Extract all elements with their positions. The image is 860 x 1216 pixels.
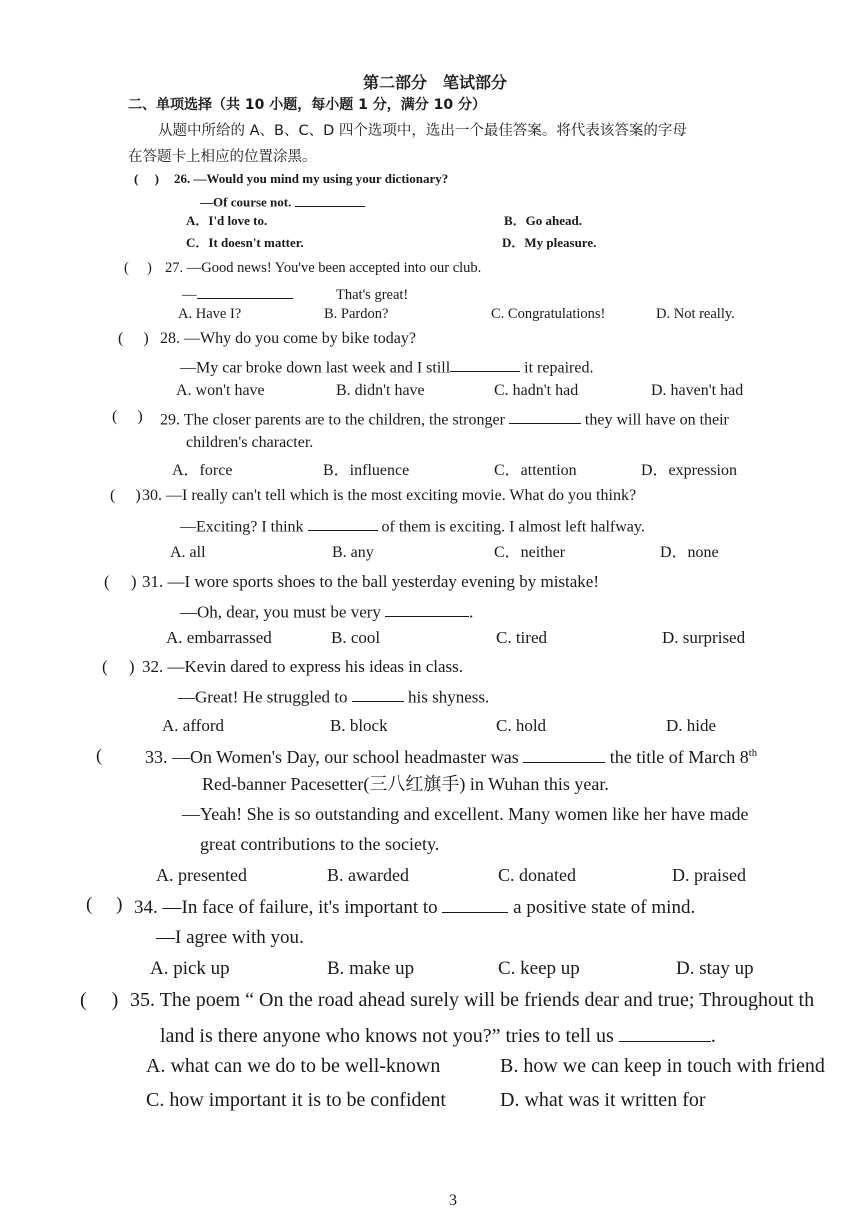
option-c: C. donated	[498, 865, 576, 885]
question-response-cont: great contributions to the society.	[200, 834, 440, 854]
option-b: B. didn't have	[336, 382, 425, 399]
option-a: A. what can we do to be well-known	[146, 1055, 441, 1077]
question-stem: 35. The poem “ On the road ahead surely will be friends dear and true; Throughout th	[130, 990, 815, 1010]
option-a: A．I'd love to.	[186, 213, 268, 228]
answer-paren: (	[96, 745, 102, 765]
option-a: A. embarrassed	[166, 628, 272, 647]
option-d: D. surprised	[662, 628, 746, 647]
question-stem: 32. —Kevin dared to express his ideas in class.	[142, 657, 464, 676]
option-b: B. Pardon?	[324, 306, 389, 322]
option-d: D. hide	[666, 716, 717, 735]
question-stem: 33. —On Women's Day, our school headmaster was the title of March 8th	[145, 747, 758, 768]
answer-paren: ( )	[86, 894, 123, 915]
option-d: D. Not really.	[656, 306, 735, 322]
option-b: B. cool	[331, 628, 381, 647]
question-stem: 34. —In face of failure, it's important to a positive state of mind.	[134, 895, 695, 917]
option-a: A. pick up	[150, 958, 230, 979]
option-c: C. hold	[496, 716, 547, 735]
option-b: B．Go ahead.	[504, 213, 583, 228]
option-c: C. how important it is to be confident	[146, 1089, 446, 1111]
instruction-line-1: 从题中所给的 A、B、C、D 四个选项中，选出一个最佳答案。将代表该答案的字母	[158, 123, 687, 139]
option-a: A. all	[170, 544, 206, 561]
answer-blank	[509, 409, 581, 424]
option-a: A．force	[172, 462, 233, 479]
question-stem-cont: Red-banner Pacesetter(三八红旗手) in Wuhan this year.	[202, 774, 609, 794]
answer-blank	[619, 1023, 711, 1042]
question-stem-cont: land is there anyone who knows not you?” tries to tell us .	[160, 1025, 716, 1047]
answer-paren: ( )	[110, 487, 141, 504]
option-d: D. praised	[672, 865, 746, 885]
option-d: D．none	[660, 544, 719, 561]
option-a: A. presented	[156, 865, 247, 885]
option-b: B. how we can keep in touch with friend	[500, 1056, 825, 1076]
question-stem: 31. —I wore sports shoes to the ball yesterday evening by mistake!	[142, 572, 600, 591]
answer-paren: ( )	[124, 260, 152, 276]
answer-paren: ( )	[118, 330, 149, 347]
option-d: D. what was it written for	[500, 1089, 706, 1111]
answer-blank	[197, 285, 293, 299]
option-d: D．My pleasure.	[502, 235, 597, 250]
option-c: C. hadn't had	[494, 382, 579, 399]
option-c: C．attention	[494, 462, 577, 479]
question-stem-cont: children's character.	[186, 434, 314, 451]
option-c: C. keep up	[498, 958, 580, 979]
answer-blank	[385, 601, 469, 617]
question-response: —Oh, dear, you must be very .	[180, 602, 474, 622]
option-a: A. afford	[162, 716, 224, 735]
section-title: 二、单项选择（共 10 小题，每小题 1 分，满分 10 分）	[128, 97, 486, 113]
answer-blank	[523, 746, 605, 763]
option-b: B. block	[330, 716, 388, 735]
question-response: —Yeah! She is so outstanding and excellent. Many women like her have made	[182, 804, 749, 824]
question-response: —My car broke down last week and I still it repaired.	[180, 357, 593, 376]
answer-blank	[442, 895, 508, 913]
option-b: B. make up	[327, 958, 415, 979]
answer-paren: ( )	[134, 171, 159, 186]
option-d: D. stay up	[676, 958, 754, 979]
question-response: —I agree with you.	[156, 927, 304, 948]
question-response: —Great! He struggled to his shyness.	[178, 687, 490, 707]
option-c: C．It doesn't matter.	[186, 235, 304, 250]
answer-blank	[308, 516, 378, 531]
option-c: C. Congratulations!	[491, 306, 606, 322]
answer-paren: ( )	[112, 408, 143, 425]
answer-paren: ( )	[80, 989, 119, 1011]
option-c: C．neither	[494, 544, 566, 561]
option-a: A. won't have	[176, 382, 265, 399]
question-response: —Of course not.	[200, 194, 365, 209]
answer-blank	[450, 357, 520, 372]
answer-blank	[352, 686, 404, 702]
page-number: 3	[449, 1192, 457, 1209]
option-c: C. tired	[496, 628, 547, 647]
answer-paren: ( )	[102, 657, 135, 676]
option-b: B. any	[332, 544, 374, 561]
instruction-line-2: 在答题卡上相应的位置涂黑。	[128, 149, 317, 165]
question-stem: 28. —Why do you come by bike today?	[160, 330, 416, 347]
question-response: —Exciting? I think of them is exciting. I almost left halfway.	[180, 516, 645, 535]
option-a: A. Have I?	[178, 306, 242, 322]
option-b: B. awarded	[327, 865, 409, 885]
question-stem: 30. —I really can't tell which is the most exciting movie. What do you think?	[142, 487, 637, 504]
question-stem: 29. The closer parents are to the children, the stronger they will have on their	[160, 409, 729, 428]
answer-paren: ( )	[104, 572, 137, 591]
part-title: 第二部分 笔试部分	[363, 73, 508, 92]
option-b: B．influence	[323, 462, 410, 479]
question-response: — That's great!	[182, 285, 408, 303]
question-stem: 27. —Good news! You've been accepted into our club.	[165, 260, 482, 276]
option-d: D．expression	[641, 462, 737, 479]
question-stem: 26. —Would you mind my using your dictionary?	[174, 171, 449, 186]
answer-blank	[295, 194, 365, 207]
option-d: D. haven't had	[651, 382, 744, 399]
